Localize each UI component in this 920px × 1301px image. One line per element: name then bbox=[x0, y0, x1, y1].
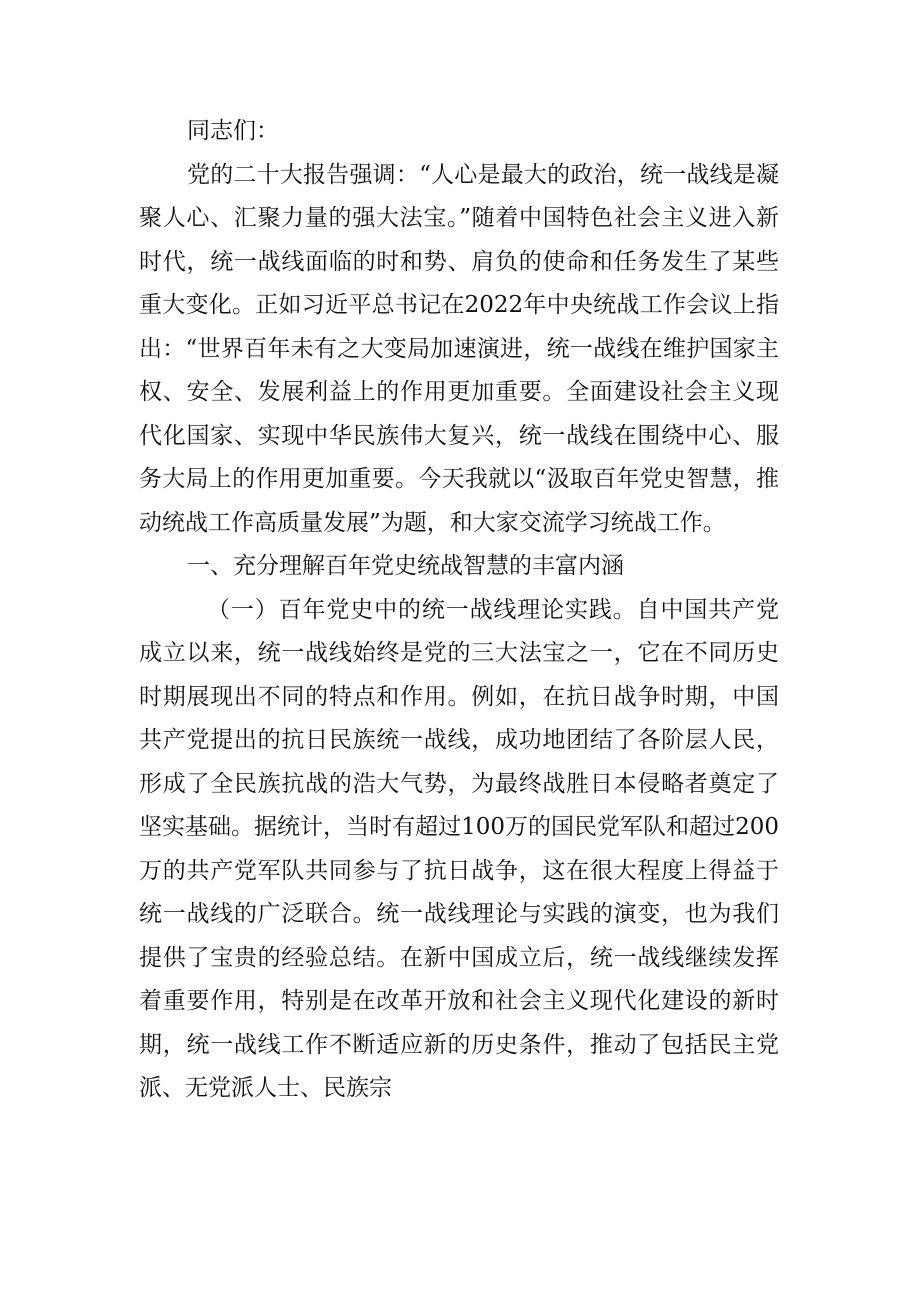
section-heading-1: 一、充分理解百年党史统战智慧的丰富内涵 bbox=[187, 553, 624, 579]
document-page bbox=[139, 110, 779, 1111]
salutation: 同志们： bbox=[187, 118, 279, 144]
subsection-paragraph-1: （一）百年党史中的统一战线理论实践。自中国共产党成立以来，统一战线始终是党的三大法宝之一，它在不同历史时期展现出不同的特点和作用。例如，在抗日战争时期，中国共产党提出的抗日民族统一战线，成功地团结了各阶层人民，形成了全民族抗战的浩大气势，为最终战胜日本侵略者奠定了坚实基础。据统计，当时有超过100万的国民党军队和超过200万的共产党军队共同参与了抗日战争，这在很大程度上得益于统一战线的广泛联合。统一战线理论与实践的演变，也为我们提供了宝贵的经验总结。在新中国成立后，统一战线继续发挥着重要作用，特别是在改革开放和社会主义现代化建设的新时期，统一战线工作不断适应新的历史条件，推动了包括民主党派、无党派人士、民族宗 bbox=[139, 596, 779, 1101]
intro-paragraph: 党的二十大报告强调：“人心是最大的政治，统一战线是凝聚人心、汇聚力量的强大法宝。”随着中国特色社会主义进入新时代，统一战线面临的时和势、肩负的使命和任务发生了某些重大变化。正如习近平总书记在2022年中央统战工作会议上指出：“世界百年未有之大变局加速演进，统一战线在维护国家主权、安全、发展利益上的作用更加重要。全面建设社会主义现代化国家、实现中华民族伟大复兴，统一战线在围绕中心、服务大局上的作用更加重要。今天我就以“汲取百年党史智慧，推动统战工作高质量发展”为题，和大家交流学习统战工作。 bbox=[139, 161, 779, 536]
